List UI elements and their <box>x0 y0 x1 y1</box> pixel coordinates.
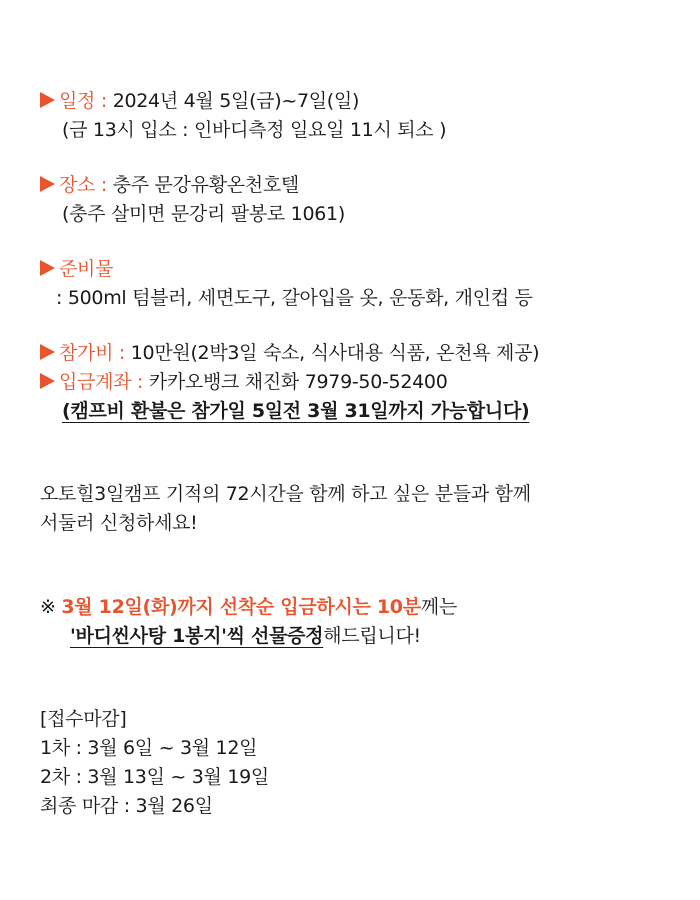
account-line <box>40 369 448 395</box>
schedule-label: 일정 : <box>59 90 107 112</box>
place-line <box>40 172 299 198</box>
place-value: 충주 문강유황온천호텔 <box>106 174 299 196</box>
triangle-bullet-icon <box>40 260 55 276</box>
deadline-round-1: 1차 : 3월 6일 ~ 3월 12일 <box>40 737 258 759</box>
place-label: 장소 : <box>59 174 107 196</box>
supplies-line <box>40 256 113 282</box>
deadline-round-2: 2차 : 3월 13일 ~ 3월 19일 <box>40 766 269 788</box>
supplies-detail: : 500ml 텀블러, 세면도구, 갈아입을 옷, 운동화, 개인컵 등 <box>56 287 533 309</box>
gift-highlight: '바디씬사탕 1봉지'씩 선물증정 <box>70 625 324 647</box>
gift-line <box>70 623 421 649</box>
triangle-bullet-icon <box>40 92 55 108</box>
promo-line <box>40 594 457 620</box>
account-value: 카카오뱅크 채진화 7979-50-52400 <box>143 371 448 393</box>
account-label: 입금계좌 : <box>59 371 144 393</box>
fee-line <box>40 340 539 366</box>
promo-highlight: 3월 12일(화)까지 선착순 입금하시는 10분 <box>61 596 421 618</box>
supplies-label: 준비물 <box>59 258 114 280</box>
intro-line-2: 서둘러 신청하세요! <box>40 512 198 534</box>
fee-value: 10만원(2박3일 숙소, 식사대용 식품, 온천욕 제공) <box>125 342 540 364</box>
intro-line-1: 오토힐3일캠프 기적의 72시간을 함께 하고 싶은 분들과 함께 <box>40 483 531 505</box>
schedule-detail: (금 13시 입소 : 인바디측정 일요일 11시 퇴소 ) <box>62 119 447 141</box>
schedule-line <box>40 88 359 114</box>
deadline-final: 최종 마감 : 3월 26일 <box>40 795 213 817</box>
reference-mark: ※ <box>40 596 62 618</box>
triangle-bullet-icon <box>40 373 55 389</box>
triangle-bullet-icon <box>40 176 55 192</box>
place-detail: (충주 살미면 문강리 팔봉로 1061) <box>62 203 345 225</box>
promo-suffix: 께는 <box>420 596 457 618</box>
gift-suffix: 해드립니다! <box>323 625 421 647</box>
triangle-bullet-icon <box>40 344 55 360</box>
deadline-title: [접수마감] <box>40 708 127 730</box>
fee-label: 참가비 : <box>59 342 126 364</box>
schedule-value: 2024년 4월 5일(금)~7일(일) <box>106 90 360 112</box>
refund-notice: (캠프비 환불은 참가일 5일전 3월 31일까지 가능합니다) <box>62 400 530 422</box>
